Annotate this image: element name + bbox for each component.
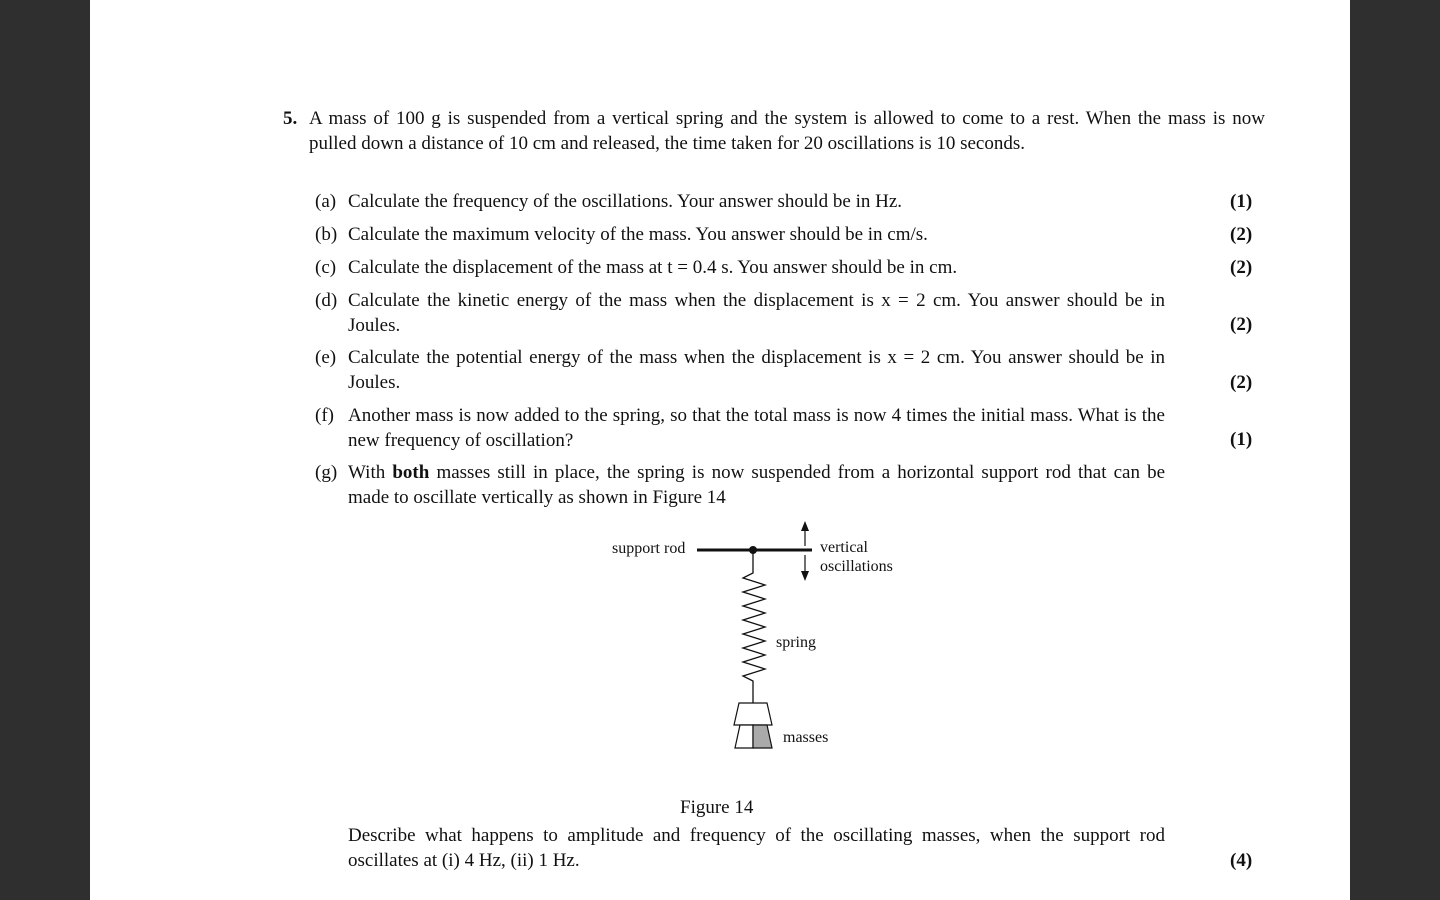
part-label: (a) [315,191,337,212]
part-text [348,460,1165,510]
masses-label: masses [783,729,829,746]
part-text: Calculate the displacement of the mass at t = 0.4 s. You answer should be in cm. [348,257,958,278]
part-b [315,222,1165,247]
vertical-label: vertical [820,539,868,556]
spring [743,550,765,703]
part-label: (e) [315,347,337,368]
figure-14 [590,515,950,755]
part-g [315,460,1165,510]
question-intro: A mass of 100 g is suspended from a vertical spring and the system is allowed to come to a rest. When the mass is now pulled down a distance of 10 cm and released, the time taken for 20 oscillations is 10 seconds. [309,108,1265,154]
part-c [315,255,1165,280]
arrow-up-head [801,521,809,531]
marks: (2) [1230,372,1253,393]
part-label: (f) [315,405,334,426]
arrow-down-head [801,571,809,581]
part-label: (g) [315,462,338,483]
part-text-before: With [348,462,393,483]
final-instruction: Describe what happens to amplitude and frequency of the oscillating masses, when the support rod oscillates at (i) 4 Hz, (ii) 1 Hz. [348,825,1165,871]
marks: (2) [1230,257,1253,278]
part-text: Calculate the kinetic energy of the mass when the displacement is x = 2 cm. You answer should be in Joules. [348,290,1165,336]
figure-caption: Figure 14 [680,797,754,818]
question-number: 5. [283,108,298,129]
marks: (2) [1230,314,1253,335]
question-5 [283,106,1265,508]
top-mass [734,703,772,725]
spring-label: spring [776,634,816,651]
part-text-bold: both [392,462,430,483]
marks: (1) [1230,191,1253,212]
part-a [315,189,1165,214]
part-text: Another mass is now added to the spring, so that the total mass is now 4 times the initial mass. What is the new frequency of oscillation? [348,405,1165,451]
part-text: Calculate the potential energy of the mass when the displacement is x = 2 cm. You answer should be in Joules. [348,347,1165,393]
part-d [315,288,1165,338]
part-text-after: masses still in place, the spring is now suspended from a horizontal support rod that can be made to oscillate vertically as shown in Figure 14 [348,462,1166,508]
part-e [315,345,1165,395]
part-text: Calculate the frequency of the oscillations. Your answer should be in Hz. [348,191,903,212]
part-text: Calculate the maximum velocity of the mass. You answer should be in cm/s. [348,224,928,245]
part-label: (b) [315,224,338,245]
part-label: (c) [315,257,337,278]
marks: (2) [1230,224,1253,245]
bottom-mass-right [753,725,772,748]
document-page [90,0,1350,900]
support-rod-label: support rod [612,540,686,557]
oscillations-label: oscillations [820,558,893,575]
bottom-mass-left [735,725,753,748]
part-label: (d) [315,290,338,311]
part-f [315,403,1165,453]
final-marks: (4) [1230,850,1253,871]
marks: (1) [1230,429,1253,450]
